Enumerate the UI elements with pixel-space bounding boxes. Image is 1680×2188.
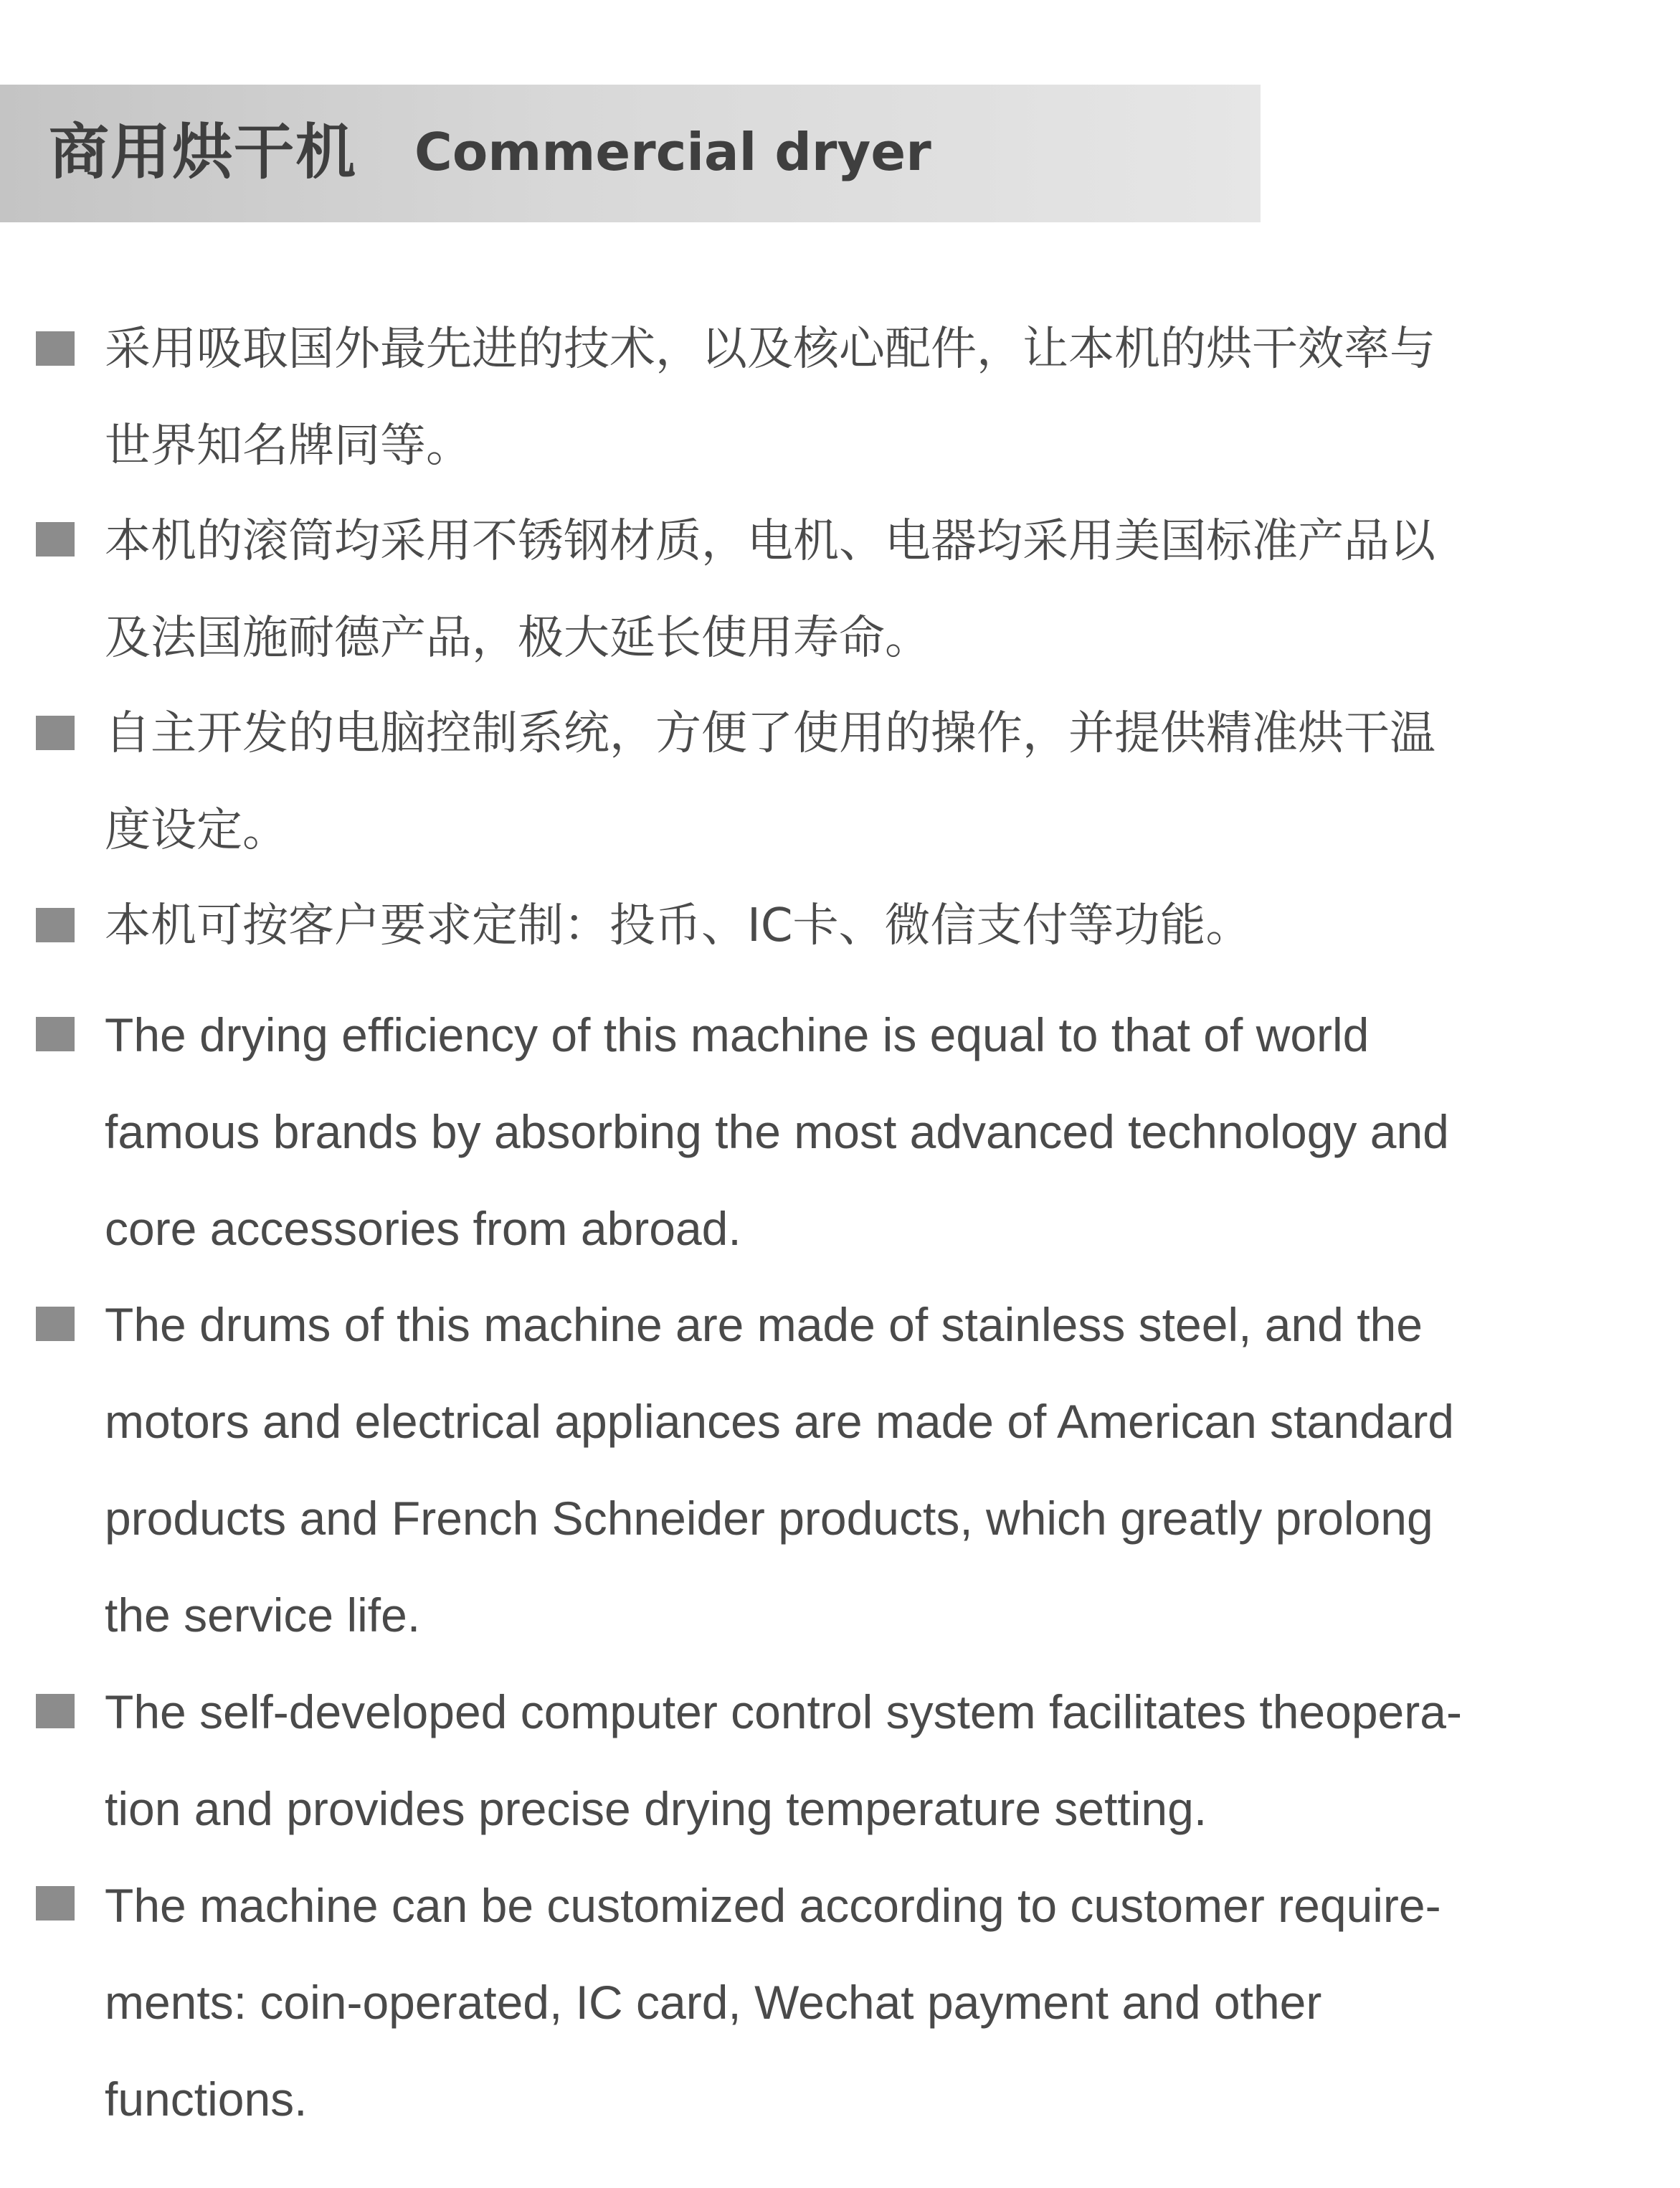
title-chinese: 商用烘干机 — [49, 117, 358, 187]
feature-zh-2: 本机的滚筒均采用不锈钢材质，电机、电器均采用美国标准产品以 及法国施耐德产品，极大延长使用寿命。 — [105, 515, 1435, 665]
bullet-square-icon — [36, 1017, 75, 1051]
feature-zh-3: 自主开发的电脑控制系统，方便了使用的操作，并提供精准烘干温 度设定。 — [105, 707, 1435, 857]
feature-en-4: The machine can be customized according to customer require- ments: coin-operated, IC card, Wechat payment and other functions. — [105, 1879, 1441, 2126]
feature-en-2: The drums of this machine are made of stainless steel, and the motors and electrical appliances are made of American standard products and French Schneider products, which greatly prolong the service life. — [105, 1298, 1454, 1642]
title-banner — [0, 85, 1261, 222]
feature-zh-1: 采用吸取国外最先进的技术，以及核心配件，让本机的烘干效率与 世界知名牌同等。 — [105, 323, 1435, 473]
feature-en-1: The drying efficiency of this machine is equal to that of world famous brands by absorbing the most advanced technology and core accessories from abroad. — [105, 1008, 1449, 1255]
title-english: Commercial dryer — [414, 122, 931, 182]
bullet-square-icon — [36, 1307, 75, 1341]
bullet-square-icon — [36, 716, 75, 750]
feature-zh-4: 本机可按客户要求定制：投币、IC卡、微信支付等功能。 — [105, 899, 1252, 952]
feature-en-3: The self-developed computer control system facilitates theopera- tion and provides precise drying temperature setting. — [105, 1685, 1462, 1835]
bullet-square-icon — [36, 1886, 75, 1921]
bullet-square-icon — [36, 331, 75, 366]
bullet-square-icon — [36, 522, 75, 557]
bullet-square-icon — [36, 1694, 75, 1728]
bullet-square-icon — [36, 908, 75, 942]
